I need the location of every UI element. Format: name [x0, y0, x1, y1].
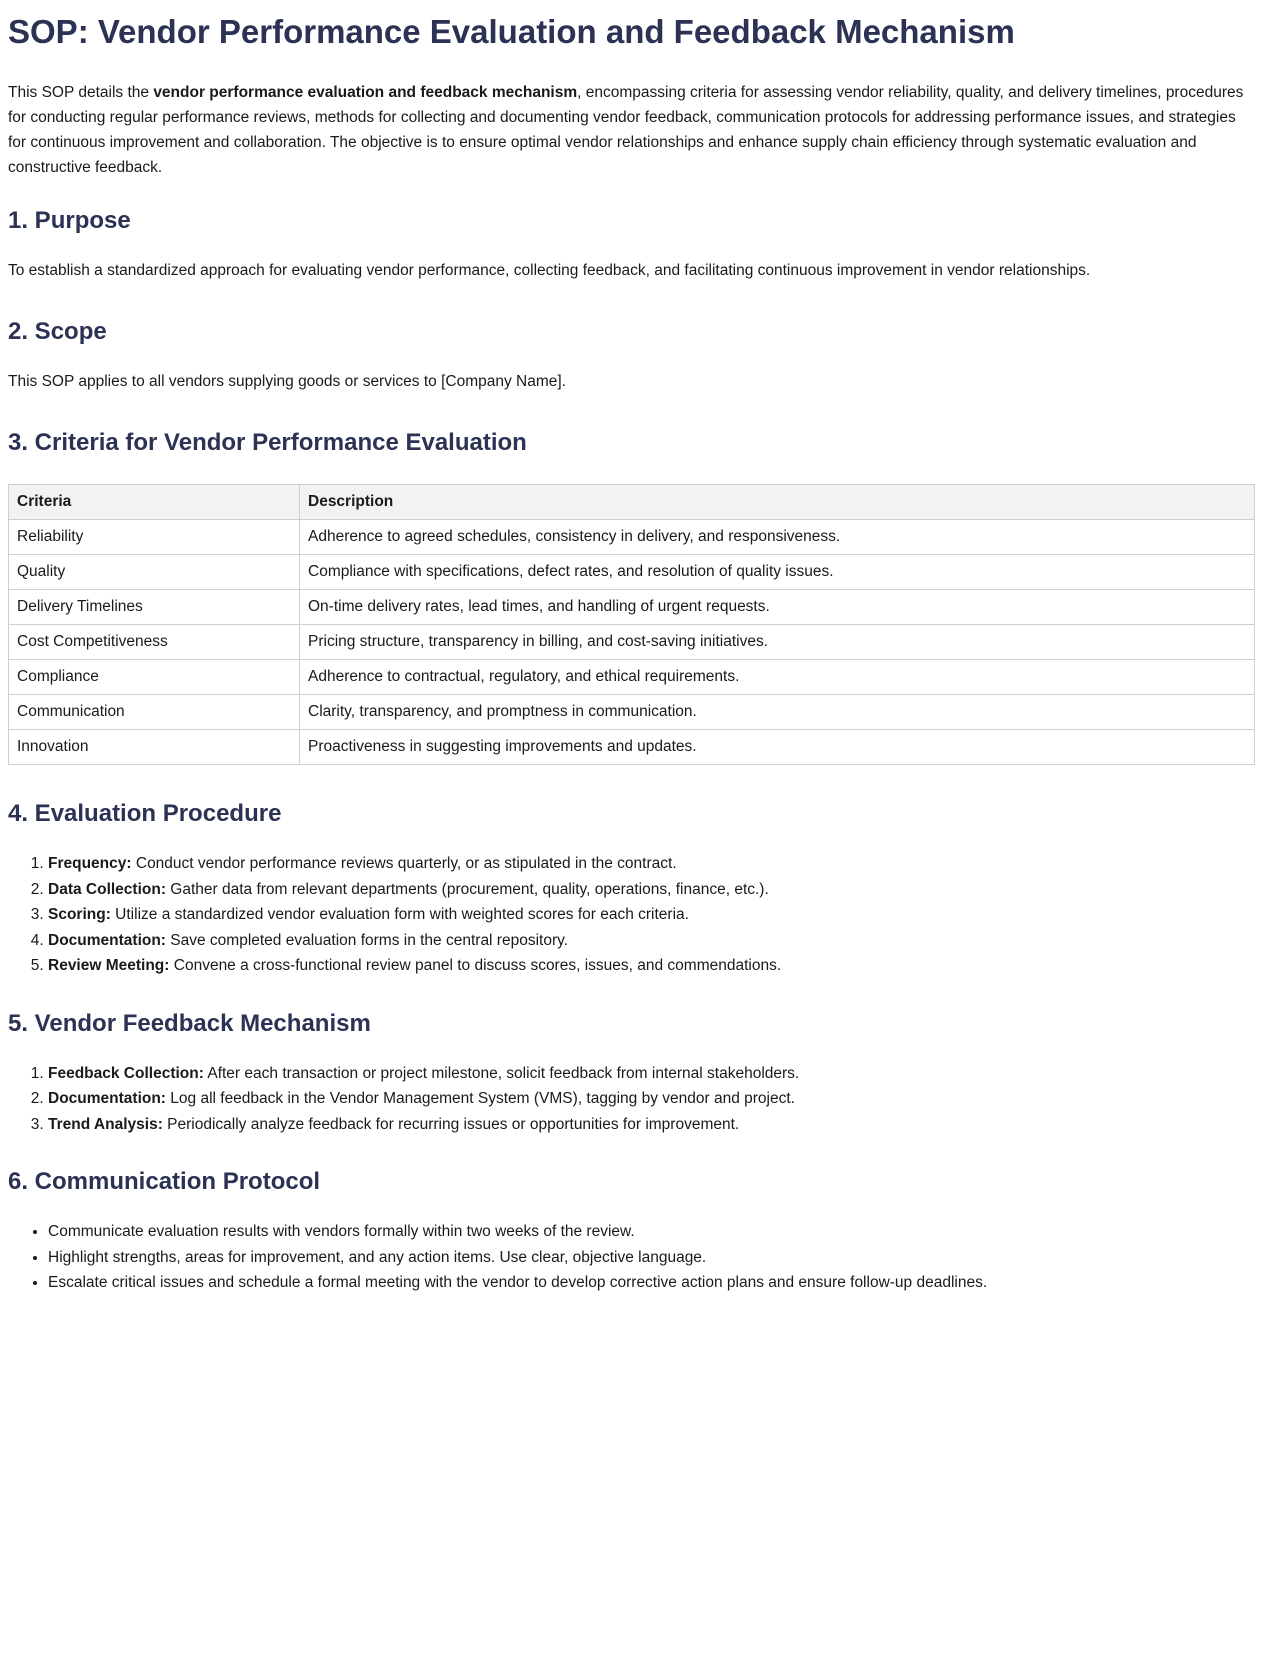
criteria-cell: Innovation — [9, 730, 300, 765]
communication-list — [8, 1219, 1255, 1296]
purpose-text: To establish a standardized approach for evaluating vendor performance, collecting feedback, and facilitating continuous improvement in vendor relationships. — [8, 262, 1091, 279]
list-item — [48, 877, 1255, 903]
table-row — [9, 730, 1255, 765]
list-item: • Escalate critical issues and schedule a formal meeting with the vendor to develop corrective action plans and ensure follow-up deadlines. — [48, 1270, 1255, 1296]
list-item-label: Review Meeting: — [48, 957, 170, 974]
list-item — [48, 953, 1255, 979]
list-item-text: Periodically analyze feedback for recurring issues or opportunities for improvement. — [162, 1115, 740, 1133]
table-row — [9, 590, 1255, 625]
list-item — [48, 1112, 1255, 1138]
criteria-cell: Delivery Timelines — [9, 590, 300, 625]
list-item-text: Conduct vendor performance reviews quarterly, or as stipulated in the contract. — [131, 855, 677, 872]
table-row — [9, 625, 1255, 660]
feedback-list — [8, 1061, 1255, 1138]
table-row — [9, 695, 1255, 730]
list-item-text: Log all feedback in the Vendor Management System (VMS), tagging by vendor and project. — [165, 1090, 795, 1107]
criteria-table — [8, 484, 1255, 765]
criteria-cell: Reliability — [9, 520, 300, 555]
list-item — [48, 1061, 1255, 1087]
criteria-cell: Communication — [9, 695, 300, 730]
table-row — [9, 555, 1255, 590]
list-item — [48, 1086, 1255, 1112]
list-item-label: Scoring: — [48, 906, 111, 923]
criteria-heading: 3. Criteria for Vendor Performance Evaluation — [8, 429, 527, 456]
list-item-text: After each transaction or project milestone, solicit feedback from internal stakeholders. — [203, 1064, 800, 1082]
procedure-heading: 4. Evaluation Procedure — [8, 800, 282, 827]
list-item — [48, 902, 1255, 928]
intro-text-end: , encompassing criteria for assessing vendor reliability, quality, and delivery timelines, procedures for conducting regular performance reviews, methods for collecting and documenting vendor feedback, communication protocols for addressing performance issues, and strategies for continuous improvement and collaboration. The objective is to ensure optimal vendor relationships and enhance supply chain efficiency through systematic evaluation and constructive feedback. — [8, 84, 1244, 176]
list-item: • Highlight strengths, areas for improvement, and any action items. Use clear, objective language. — [48, 1245, 1255, 1271]
scope-text: This SOP applies to all vendors supplying goods or services to [Company Name]. — [8, 373, 566, 390]
description-cell: Adherence to agreed schedules, consistency in delivery, and responsiveness. — [300, 520, 1255, 555]
description-cell: Pricing structure, transparency in billing, and cost-saving initiatives. — [300, 625, 1255, 660]
table-row — [9, 660, 1255, 695]
intro-text-start: This SOP details the — [8, 84, 154, 101]
list-item-text: Gather data from relevant departments (procurement, quality, operations, finance, etc.). — [165, 880, 769, 898]
list-item-text: Convene a cross-functional review panel to discuss scores, issues, and commendations. — [169, 957, 782, 974]
table-row — [9, 520, 1255, 555]
list-item-label: Feedback Collection: — [48, 1064, 204, 1082]
feedback-heading: 5. Vendor Feedback Mechanism — [8, 1009, 371, 1037]
list-item-label: Documentation: — [48, 931, 166, 949]
list-item — [48, 928, 1255, 954]
list-item-label: Data Collection: — [48, 880, 166, 898]
list-item-label: Trend Analysis: — [48, 1115, 163, 1133]
description-cell: On-time delivery rates, lead times, and handling of urgent requests. — [300, 590, 1255, 625]
purpose-heading: 1. Purpose — [8, 207, 131, 234]
list-item: • Communicate evaluation results with vendors formally within two weeks of the review. — [48, 1219, 1255, 1245]
list-item-label: Documentation: — [48, 1090, 166, 1107]
column-header-criteria: Criteria — [9, 485, 300, 520]
description-cell: Adherence to contractual, regulatory, and ethical requirements. — [300, 660, 1255, 695]
document-page — [8, 0, 1255, 1303]
criteria-cell: Cost Competitiveness — [9, 625, 300, 660]
communication-heading: 6. Communication Protocol — [8, 1168, 321, 1195]
list-item-text: Utilize a standardized vendor evaluation form with weighted scores for each criteria. — [110, 906, 689, 923]
intro-paragraph — [8, 80, 1255, 180]
description-cell: Compliance with specifications, defect rates, and resolution of quality issues. — [300, 555, 1255, 590]
table-header-row — [9, 485, 1255, 520]
description-cell: Proactiveness in suggesting improvements and updates. — [300, 730, 1255, 765]
list-item-text: Save completed evaluation forms in the central repository. — [165, 931, 569, 949]
list-item — [48, 851, 1255, 877]
procedure-list — [8, 851, 1255, 979]
criteria-cell: Compliance — [9, 660, 300, 695]
criteria-cell: Quality — [9, 555, 300, 590]
intro-bold-text: vendor performance evaluation and feedback mechanism — [153, 84, 578, 101]
description-cell: Clarity, transparency, and promptness in communication. — [300, 695, 1255, 730]
page-title: SOP: Vendor Performance Evaluation and Feedback Mechanism — [8, 13, 1015, 50]
list-item-label: Frequency: — [48, 855, 132, 872]
column-header-description: Description — [300, 485, 1255, 520]
scope-heading: 2. Scope — [8, 318, 107, 345]
